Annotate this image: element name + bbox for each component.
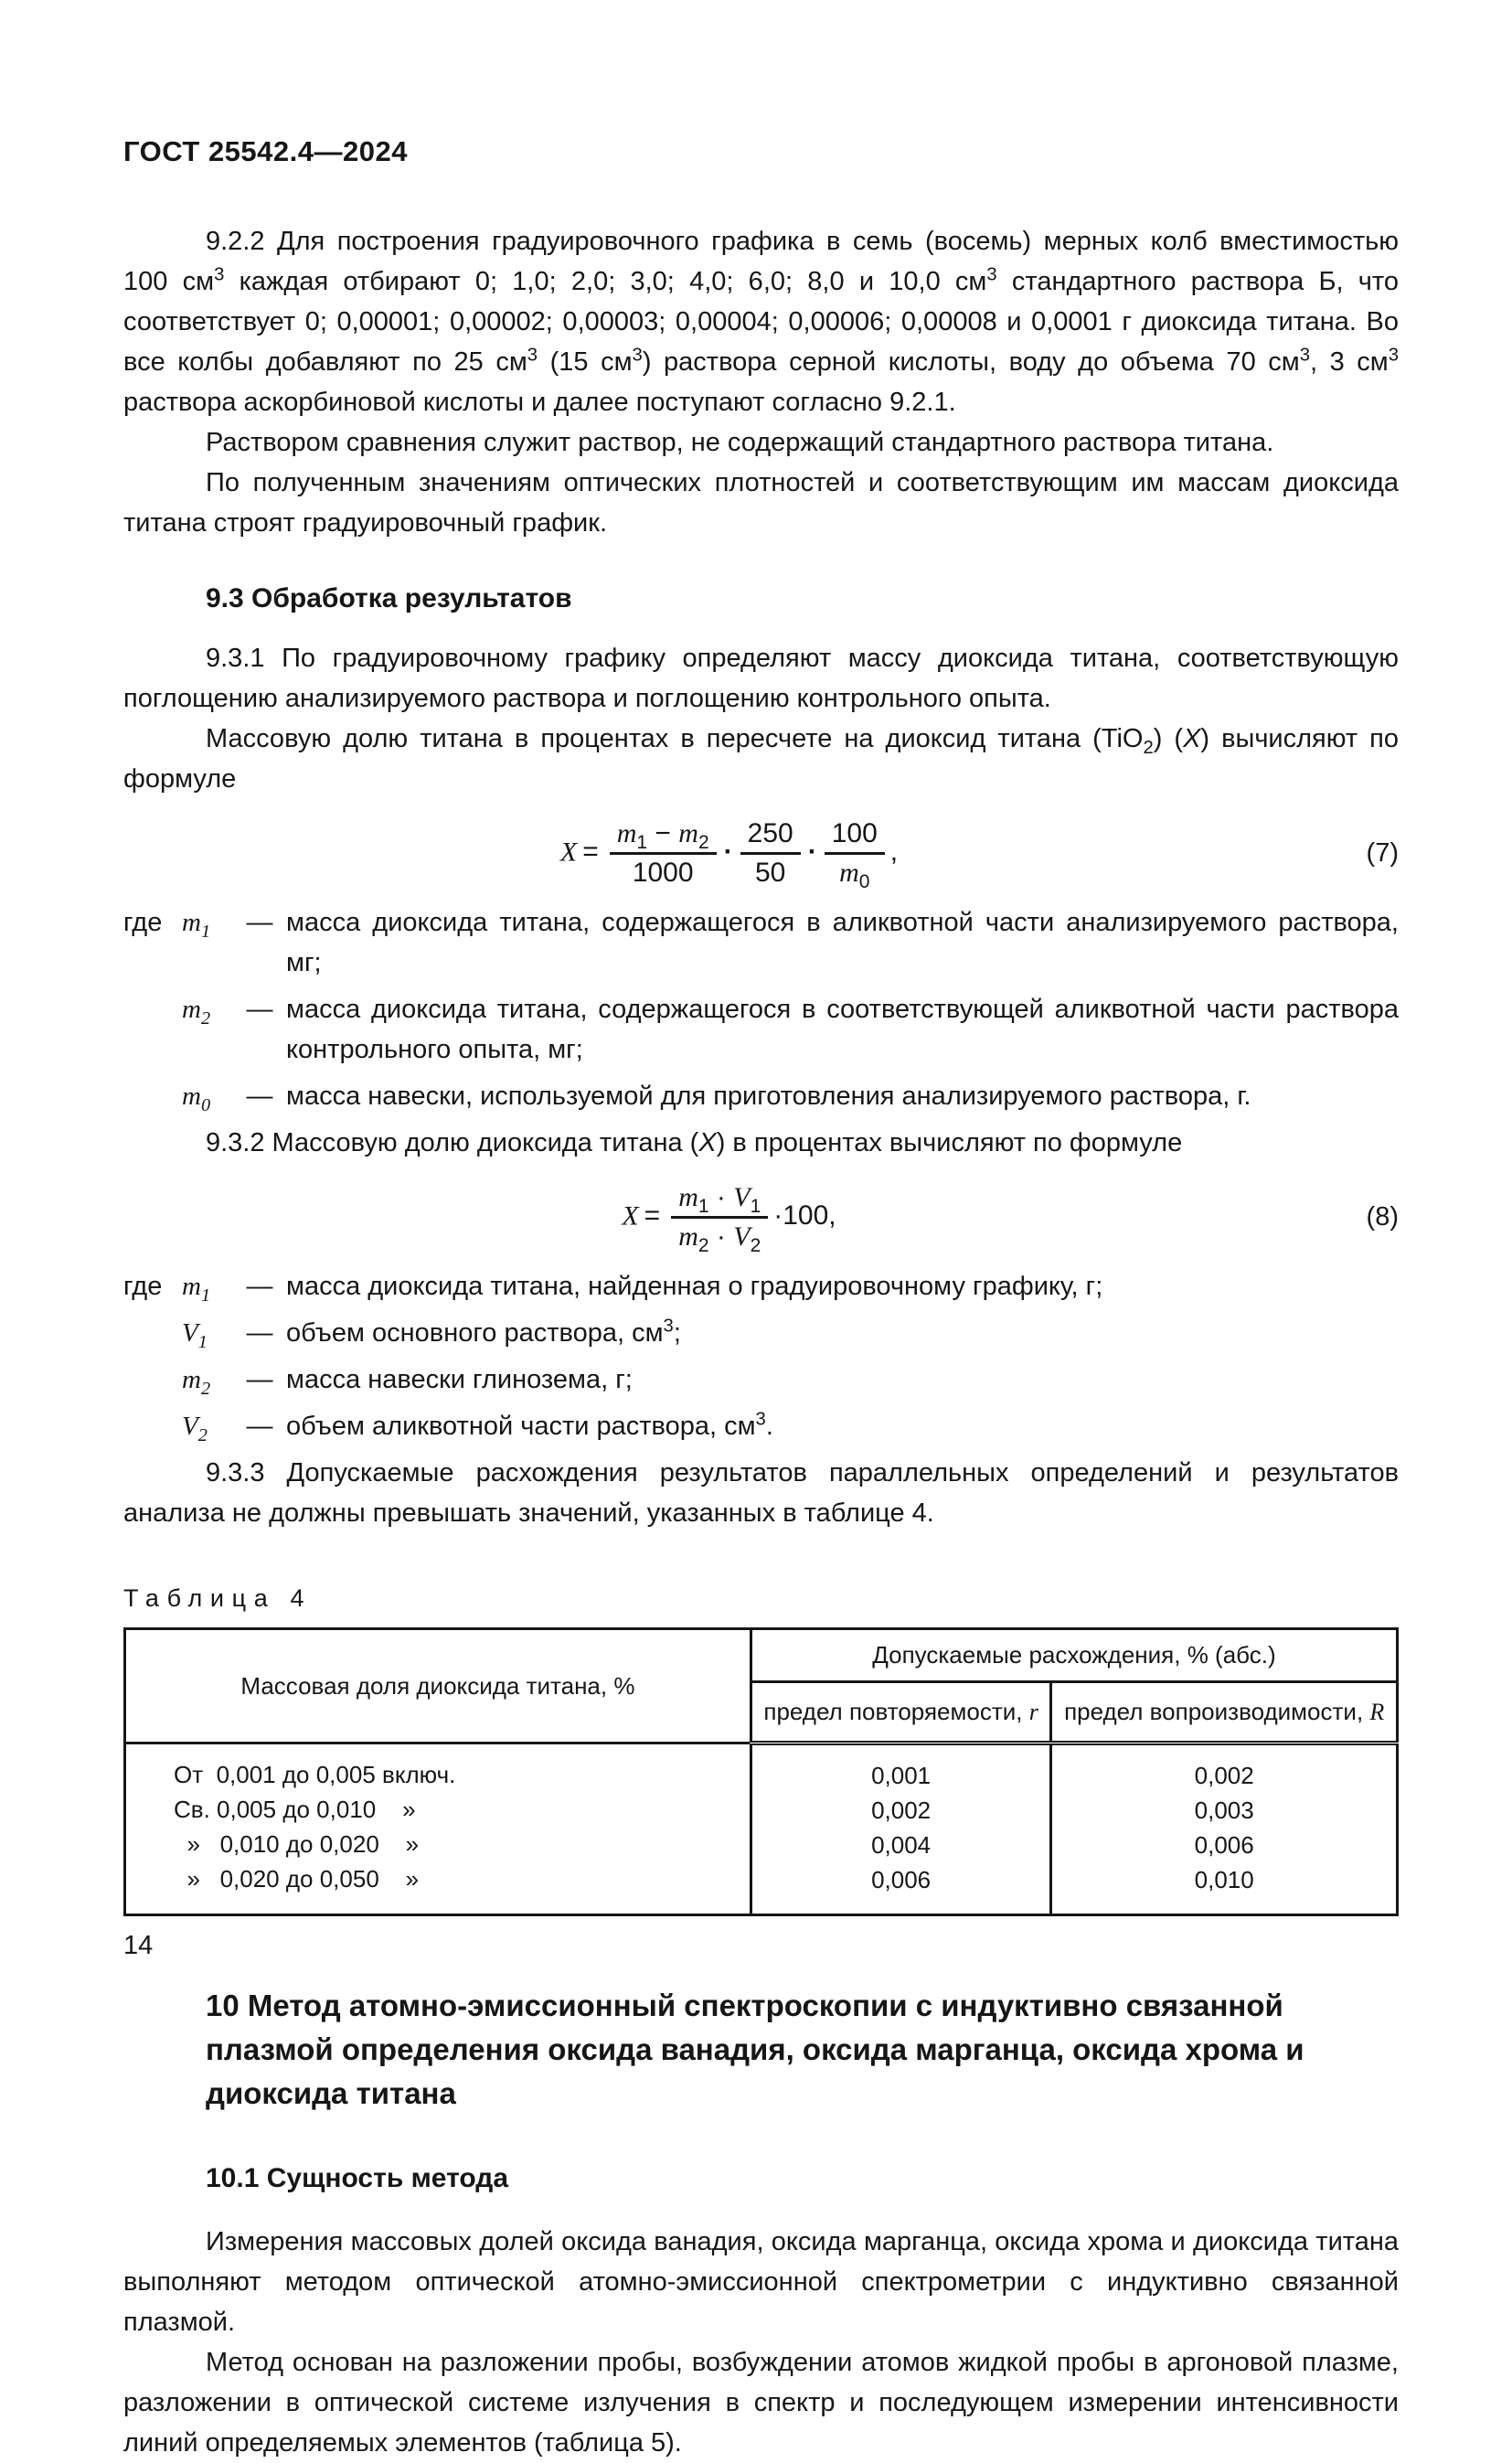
- formula-7-lhs: X: [559, 837, 578, 868]
- where-lead: где: [123, 1272, 163, 1301]
- where-row: [123, 902, 1399, 983]
- fraction: [671, 1181, 768, 1256]
- table-cell: 0,010: [1194, 1866, 1254, 1893]
- dash: —: [246, 908, 273, 937]
- paragraph-9-2-2c: По полученным значениям оптических плотностей и соответствующим им массам диоксида титана строят градуировочный график.: [123, 468, 1399, 538]
- where-description: масса диоксида титана, содержащегося в аликвотной части анализируемого раствора, мг;: [286, 908, 1399, 977]
- table-header-allowed-discrepancies: Допускаемые расхождения, % (абс.): [751, 1629, 1397, 1682]
- document-title: ГОСТ 25542.4—2024: [123, 135, 408, 167]
- table-column-R-values: [1051, 1743, 1398, 1915]
- formula-comma: ,: [889, 837, 899, 868]
- dash: —: [246, 1082, 273, 1111]
- where-description: масса диоксида титана, содержащегося в соответствующей аликвотной части раствора контрольного опыта, мг;: [286, 995, 1399, 1064]
- table-4: [123, 1627, 1399, 1916]
- where-lead: [123, 1313, 182, 1353]
- table-cell: 0,006: [871, 1866, 932, 1893]
- where-lead: [123, 1359, 182, 1400]
- table-body-row: [125, 1743, 1398, 1915]
- where-lead: [123, 1076, 182, 1116]
- fraction-denominator: $m_0$: [839, 858, 870, 892]
- where-term: $m_1$: [182, 1272, 211, 1306]
- table-cell: 0,002: [871, 1797, 932, 1824]
- table-cell: От 0,001 до 0,005 включ.: [174, 1761, 456, 1788]
- formula-7: [123, 817, 1399, 890]
- fraction-denominator: $m_2 \cdot V_2$: [678, 1221, 761, 1256]
- where-row: [123, 1406, 1399, 1446]
- where-row: [123, 989, 1399, 1070]
- fraction-numerator: $m_1 - m_2$: [610, 817, 717, 855]
- dash: —: [246, 1318, 273, 1348]
- formula-8: [123, 1181, 1399, 1256]
- fraction-denominator: 1000: [632, 858, 694, 888]
- formula-number: (7): [1366, 838, 1399, 868]
- equals-sign: =: [644, 1200, 661, 1232]
- dash: —: [246, 1412, 273, 1441]
- equals-sign: =: [582, 837, 599, 868]
- table-4-caption: Таблица 4: [123, 1584, 313, 1612]
- heading-section-10: 10 Метод атомно-эмиссионный спектроскопии с индуктивно связанной плазмой определения оксида ванадия, оксида марганца, оксида хрома и диоксида титана: [206, 1989, 1304, 2110]
- table-header-mass-fraction: Массовая доля диоксида титана, %: [125, 1629, 751, 1743]
- paragraph-10-1a: Измерения массовых долей оксида ванадия, оксида марганца, оксида хрома и диоксида титана выполняют методом оптической атомно-эмиссионной спектрометрии с индуктивно связанной плазмой.: [123, 2227, 1399, 2337]
- where-list-formula-8: [123, 1266, 1399, 1446]
- paragraph-9-3-2: 9.3.2 Массовую долю диоксида титана (X) в процентах вычисляют по формуле: [206, 1128, 1183, 1157]
- where-row: [123, 1313, 1399, 1353]
- paragraph-9-3-1: 9.3.1 По градуировочному графику определяют массу диоксида титана, соответствующую поглощению анализируемого раствора и поглощению контрольного опыта.: [123, 644, 1399, 713]
- table-cell: » 0,020 до 0,050 »: [174, 1865, 420, 1893]
- where-list-formula-7: [123, 902, 1399, 1116]
- where-term: $m_1$: [182, 908, 211, 942]
- table-column-r-values: [751, 1743, 1051, 1915]
- paragraph-9-3-1b: Массовую долю титана в процентах в пересчете на диоксид титана (TiO$_2$) (X) вычисляют по формуле: [123, 724, 1399, 794]
- table-cell: Св. 0,005 до 0,010 »: [174, 1796, 416, 1823]
- where-row: [123, 1359, 1399, 1400]
- table-cell: » 0,010 до 0,020 »: [174, 1830, 420, 1858]
- table-column-ranges: [125, 1743, 751, 1915]
- heading-10-1: 10.1 Сущность метода: [206, 2163, 509, 2193]
- table-cell: 0,002: [1194, 1762, 1254, 1789]
- where-row: [123, 1076, 1399, 1116]
- where-description: масса диоксида титана, найденная о градуировочному графику, г;: [286, 1272, 1103, 1301]
- fraction-denominator: 50: [755, 858, 786, 888]
- where-lead: где: [123, 908, 163, 937]
- where-term: $V_1$: [182, 1318, 208, 1352]
- where-description: объем аликвотной части раствора, $см^3$.: [286, 1409, 773, 1441]
- where-term: $m_0$: [182, 1082, 211, 1115]
- table-cell: 0,001: [871, 1762, 932, 1789]
- multiplication-dot: ·: [723, 837, 733, 868]
- where-description: масса навески, используемой для приготовления анализируемого раствора, г.: [286, 1082, 1251, 1111]
- where-description: масса навески глинозема, г;: [286, 1365, 633, 1394]
- paragraph-9-2-2b: Раствором сравнения служит раствор, не содержащий стандартного раствора титана.: [206, 428, 1274, 457]
- formula-8-body: [123, 1181, 1335, 1256]
- fraction-numerator: 250: [740, 817, 801, 855]
- formula-8-lhs: X: [622, 1200, 639, 1232]
- heading-9-3: 9.3 Обработка результатов: [206, 583, 572, 613]
- paragraph-9-3-3: 9.3.3 Допускаемые расхождения результатов параллельных определений и результатов анализа не должны превышать значений, указанных в таблице 4.: [123, 1458, 1399, 1528]
- table-header-row: [125, 1629, 1398, 1682]
- multiplication-dot: ·: [807, 837, 817, 868]
- fraction: [610, 817, 717, 890]
- table-cell: 0,003: [1194, 1797, 1254, 1824]
- table-header-repeatability: предел повторяемости, r: [751, 1682, 1051, 1743]
- dash: —: [246, 1365, 273, 1394]
- table-cell: 0,004: [871, 1831, 932, 1859]
- where-lead: [123, 989, 182, 1070]
- paragraph-9-2-2: 9.2.2 Для построения градуировочного графика в семь (восемь) мерных колб вместимостью 100 $см^3$ каждая отбирают 0; 1,0; 2,0; 3,0; 4,0; 6,0; 8,0 и 10,0 $см^3$ стандартного раствора Б, что соответствует 0; 0,00001; 0,00002; 0,00003; 0,00004; 0,00006; 0,00008 и 0,0001 г диоксида титана. Во все колбы добавляют по 25 $см^3$ (15 $см^3$) раствора серной кислоты, воду до объема 70 $см^3$, 3 $см^3$ раствора аскорбиновой кислоты и далее поступают согласно 9.2.1.: [123, 227, 1399, 417]
- dash: —: [246, 1272, 273, 1301]
- fraction-numerator: $m_1 \cdot V_1$: [671, 1181, 768, 1219]
- fraction: [825, 817, 885, 890]
- page-number: 14: [123, 1931, 154, 1960]
- where-term: $V_2$: [182, 1412, 208, 1445]
- where-row: [123, 1266, 1399, 1306]
- formula-7-body: [123, 817, 1335, 890]
- fraction: [740, 817, 801, 890]
- table-header-reproducibility: предел вопроизводимости, R: [1051, 1682, 1398, 1743]
- where-term: $m_2$: [182, 995, 211, 1029]
- dash: —: [246, 995, 273, 1024]
- where-description: объем основного раствора, $см^3$;: [286, 1316, 681, 1348]
- where-term: $m_2$: [182, 1365, 211, 1399]
- where-lead: [123, 1406, 182, 1446]
- paragraph-10-1b: Метод основан на разложении пробы, возбуждении атомов жидкой пробы в аргоновой плазме, разложении в оптической системе излучения в спектр и последующем измерении интенсивности линий определяемых элементов (таблица 5).: [123, 2348, 1399, 2458]
- table-cell: 0,006: [1194, 1831, 1254, 1859]
- formula-tail: ·100,: [773, 1200, 836, 1232]
- formula-number: (8): [1366, 1202, 1399, 1232]
- fraction-numerator: 100: [825, 817, 885, 855]
